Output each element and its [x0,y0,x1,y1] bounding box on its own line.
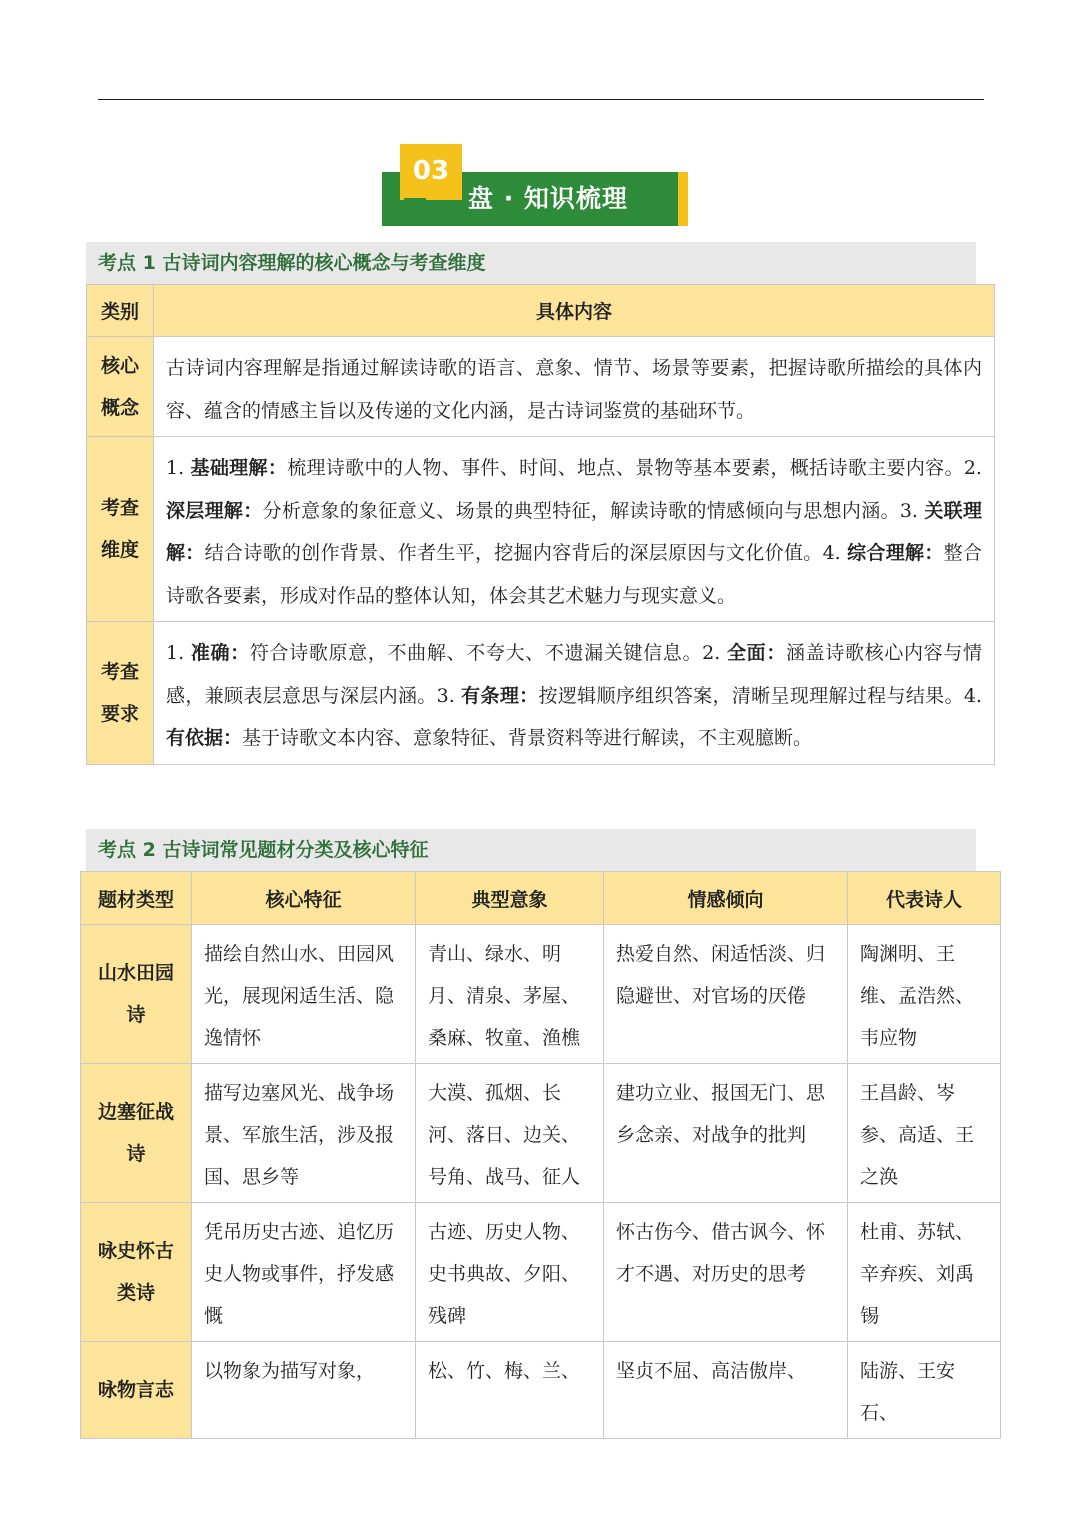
imagery-cell: 大漠、孤烟、长河、落日、边关、号角、战马、征人 [416,1064,604,1203]
item-number: 3. [436,684,455,707]
table-row [87,337,995,437]
poets-cell: 陶渊明、王维、孟浩然、韦应物 [848,925,1001,1064]
header-rule [98,99,984,100]
item-text: 结合诗歌的创作背景、作者生平，挖掘内容背后的深层原因与文化价值。 [204,542,823,564]
item-number: 1. [166,642,185,664]
item-key: 准确： [190,642,250,664]
emotion-cell: 怀古伤今、借古讽今、怀才不遇、对历史的思考 [604,1203,848,1342]
item-key: 基础理解： [190,457,288,479]
item-key: 有条理： [461,684,539,707]
concept-table [86,284,995,765]
genre-label: 咏史怀古类诗 [81,1203,192,1342]
poets-cell: 王昌龄、岑参、高适、王之涣 [848,1064,1001,1203]
table-row [81,1203,1001,1342]
item-text: 涵盖诗歌核心内容与情感，兼顾表层意思与深层内涵。 [166,642,982,707]
imagery-cell: 松、竹、梅、兰、 [416,1342,604,1439]
item-number: 2. [702,642,721,664]
emotion-cell: 热爱自然、闲适恬淡、归隐避世、对官场的厌倦 [604,925,848,1064]
item-number: 4. [822,542,841,564]
item-key: 全面： [727,642,786,664]
table-row [81,1064,1001,1203]
col-header-poets: 代表诗人 [848,872,1001,925]
genre-label: 山水田园诗 [81,925,192,1064]
item-number: 4. [963,684,982,707]
features-cell: 描绘自然山水、田园风光，展现闲适生活、隐逸情怀 [192,925,416,1064]
item-key: 关联理解： [166,499,982,564]
features-cell: 凭吊历史古迹、追忆历史人物或事件，抒发感慨 [192,1203,416,1342]
row-label: 考查维度 [87,437,154,622]
col-header-content: 具体内容 [154,285,995,337]
section-banner [382,144,688,226]
section2-heading: 考点 2 古诗词常见题材分类及核心特征 [86,829,976,871]
banner-number: 03 [400,144,462,200]
col-header-features: 核心特征 [192,872,416,925]
item-key: 综合理解： [847,542,944,564]
item-number: 2. [963,457,982,479]
item-text: 整合诗歌各要素，形成对作品的整体认知，体会其艺术魅力与现实意义。 [166,542,982,607]
table-header-row [81,872,1001,925]
poets-cell: 杜甫、苏轼、辛弃疾、刘禹锡 [848,1203,1001,1342]
item-key: 深层理解： [166,499,263,522]
genre-label: 边塞征战诗 [81,1064,192,1203]
features-cell: 描写边塞风光、战争场景、军旅生活，涉及报国、思乡等 [192,1064,416,1203]
table-row [87,437,995,622]
item-number: 3. [899,499,918,522]
row-label: 核心概念 [87,337,154,437]
col-header-emotion: 情感倾向 [604,872,848,925]
item-key: 有依据： [166,727,243,749]
poets-cell: 陆游、王安石、 [848,1342,1001,1439]
features-cell: 以物象为描写对象， [192,1342,416,1439]
table-row [87,622,995,765]
row-content: 古诗词内容理解是指通过解读诗歌的语言、意象、情节、场景等要素，把握诗歌所描绘的具体内容、蕴含的情感主旨以及传递的文化内涵，是古诗词鉴赏的基础环节。 [154,337,995,437]
row-content [154,622,995,765]
row-content [154,437,995,622]
emotion-cell: 建功立业、报国无门、思乡念亲、对战争的批判 [604,1064,848,1203]
item-text: 按逻辑顺序组织答案，清晰呈现理解过程与结果。 [538,684,964,707]
item-text: 分析意象的象征意义、场景的典型特征，解读诗歌的情感倾向与思想内涵。 [262,499,900,522]
item-text: 符合诗歌原意，不曲解、不夸大、不遗漏关键信息。 [249,642,703,664]
emotion-cell: 坚贞不屈、高洁傲岸、 [604,1342,848,1439]
section1-heading: 考点 1 古诗词内容理解的核心概念与考查维度 [86,242,976,284]
imagery-cell: 古迹、历史人物、史书典故、夕阳、残碑 [416,1203,604,1342]
item-text: 梳理诗歌中的人物、事件、时间、地点、景物等基本要素，概括诗歌主要内容。 [287,457,964,479]
table-header-row [87,285,995,337]
item-number: 1. [166,457,185,479]
item-text: 基于诗歌文本内容、意象特征、背景资料等进行解读，不主观臆断。 [242,727,813,749]
banner-stripe [678,172,688,226]
col-header-imagery: 典型意象 [416,872,604,925]
genre-table [80,871,1001,1439]
table-row [81,925,1001,1064]
banner-title: 盘 · 知识梳理 [468,184,628,213]
col-header-category: 类别 [87,285,154,337]
row-label: 考查要求 [87,622,154,765]
genre-label: 咏物言志 [81,1342,192,1439]
col-header-genre: 题材类型 [81,872,192,925]
table-row [81,1342,1001,1439]
imagery-cell: 青山、绿水、明月、清泉、茅屋、桑麻、牧童、渔樵 [416,925,604,1064]
